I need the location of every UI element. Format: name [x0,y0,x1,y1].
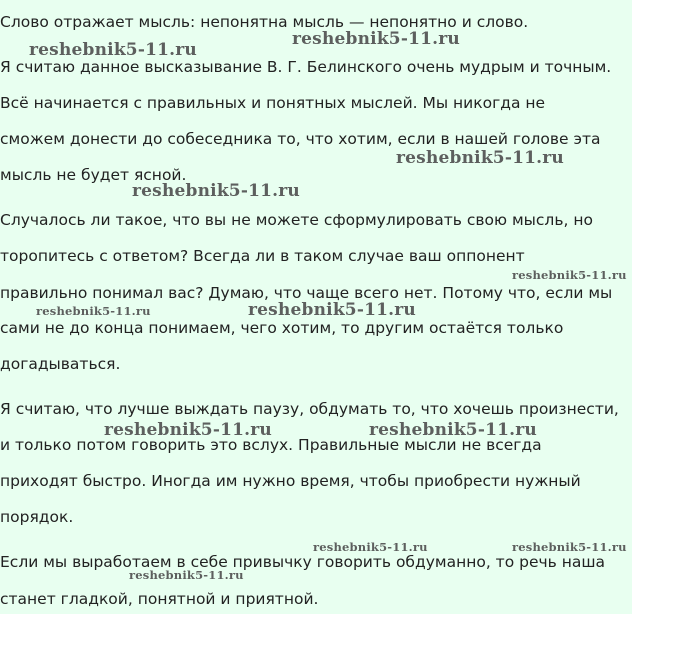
watermark: reshebnik5-11.ru [512,540,627,554]
watermark: reshebnik5-11.ru [104,420,272,440]
watermark: reshebnik5-11.ru [248,300,416,320]
essay-line: мысль не будет ясной. [0,166,187,184]
essay-line: и только потом говорить это вслух. Правильные мысли не всегда [0,436,542,454]
essay-line: Всё начинается с правильных и понятных мыслей. Мы никогда не [0,94,546,112]
essay-line: догадываться. [0,355,121,373]
essay-line: сами не до конца понимаем, чего хотим, то другим остаётся только [0,319,564,337]
watermark: reshebnik5-11.ru [512,268,627,282]
essay-line: Я считаю, что лучше выждать паузу, обдумать то, что хочешь произнести, [0,400,619,418]
essay-line: приходят быстро. Иногда им нужно время, чтобы приобрести нужный [0,472,581,490]
watermark: reshebnik5-11.ru [369,420,537,440]
watermark: reshebnik5-11.ru [313,540,428,554]
watermark: reshebnik5-11.ru [36,304,151,318]
watermark: reshebnik5-11.ru [292,29,460,49]
essay-line: сможем донести до собеседника то, что хотим, если в нашей голове эта [0,130,601,148]
essay-line: Слово отражает мысль: непонятна мысль — непонятно и слово. [0,13,529,31]
essay-line: торопитесь с ответом? Всегда ли в таком случае ваш оппонент [0,247,525,265]
watermark: reshebnik5-11.ru [29,40,197,60]
essay-line: станет гладкой, понятной и приятной. [0,590,319,608]
watermark: reshebnik5-11.ru [129,568,244,582]
essay-line: правильно понимал вас? Думаю, что чаще всего нет. Потому что, если мы [0,284,613,302]
essay-line: порядок. [0,508,74,526]
essay-line: Случалось ли такое, что вы не можете сформулировать свою мысль, но [0,211,593,229]
watermark: reshebnik5-11.ru [396,148,564,168]
watermark: reshebnik5-11.ru [132,181,300,201]
essay-line: Я считаю данное высказывание В. Г. Белинского очень мудрым и точным. [0,58,612,76]
essay-line: Если мы выработаем в себе привычку говорить обдуманно, то речь наша [0,553,606,571]
